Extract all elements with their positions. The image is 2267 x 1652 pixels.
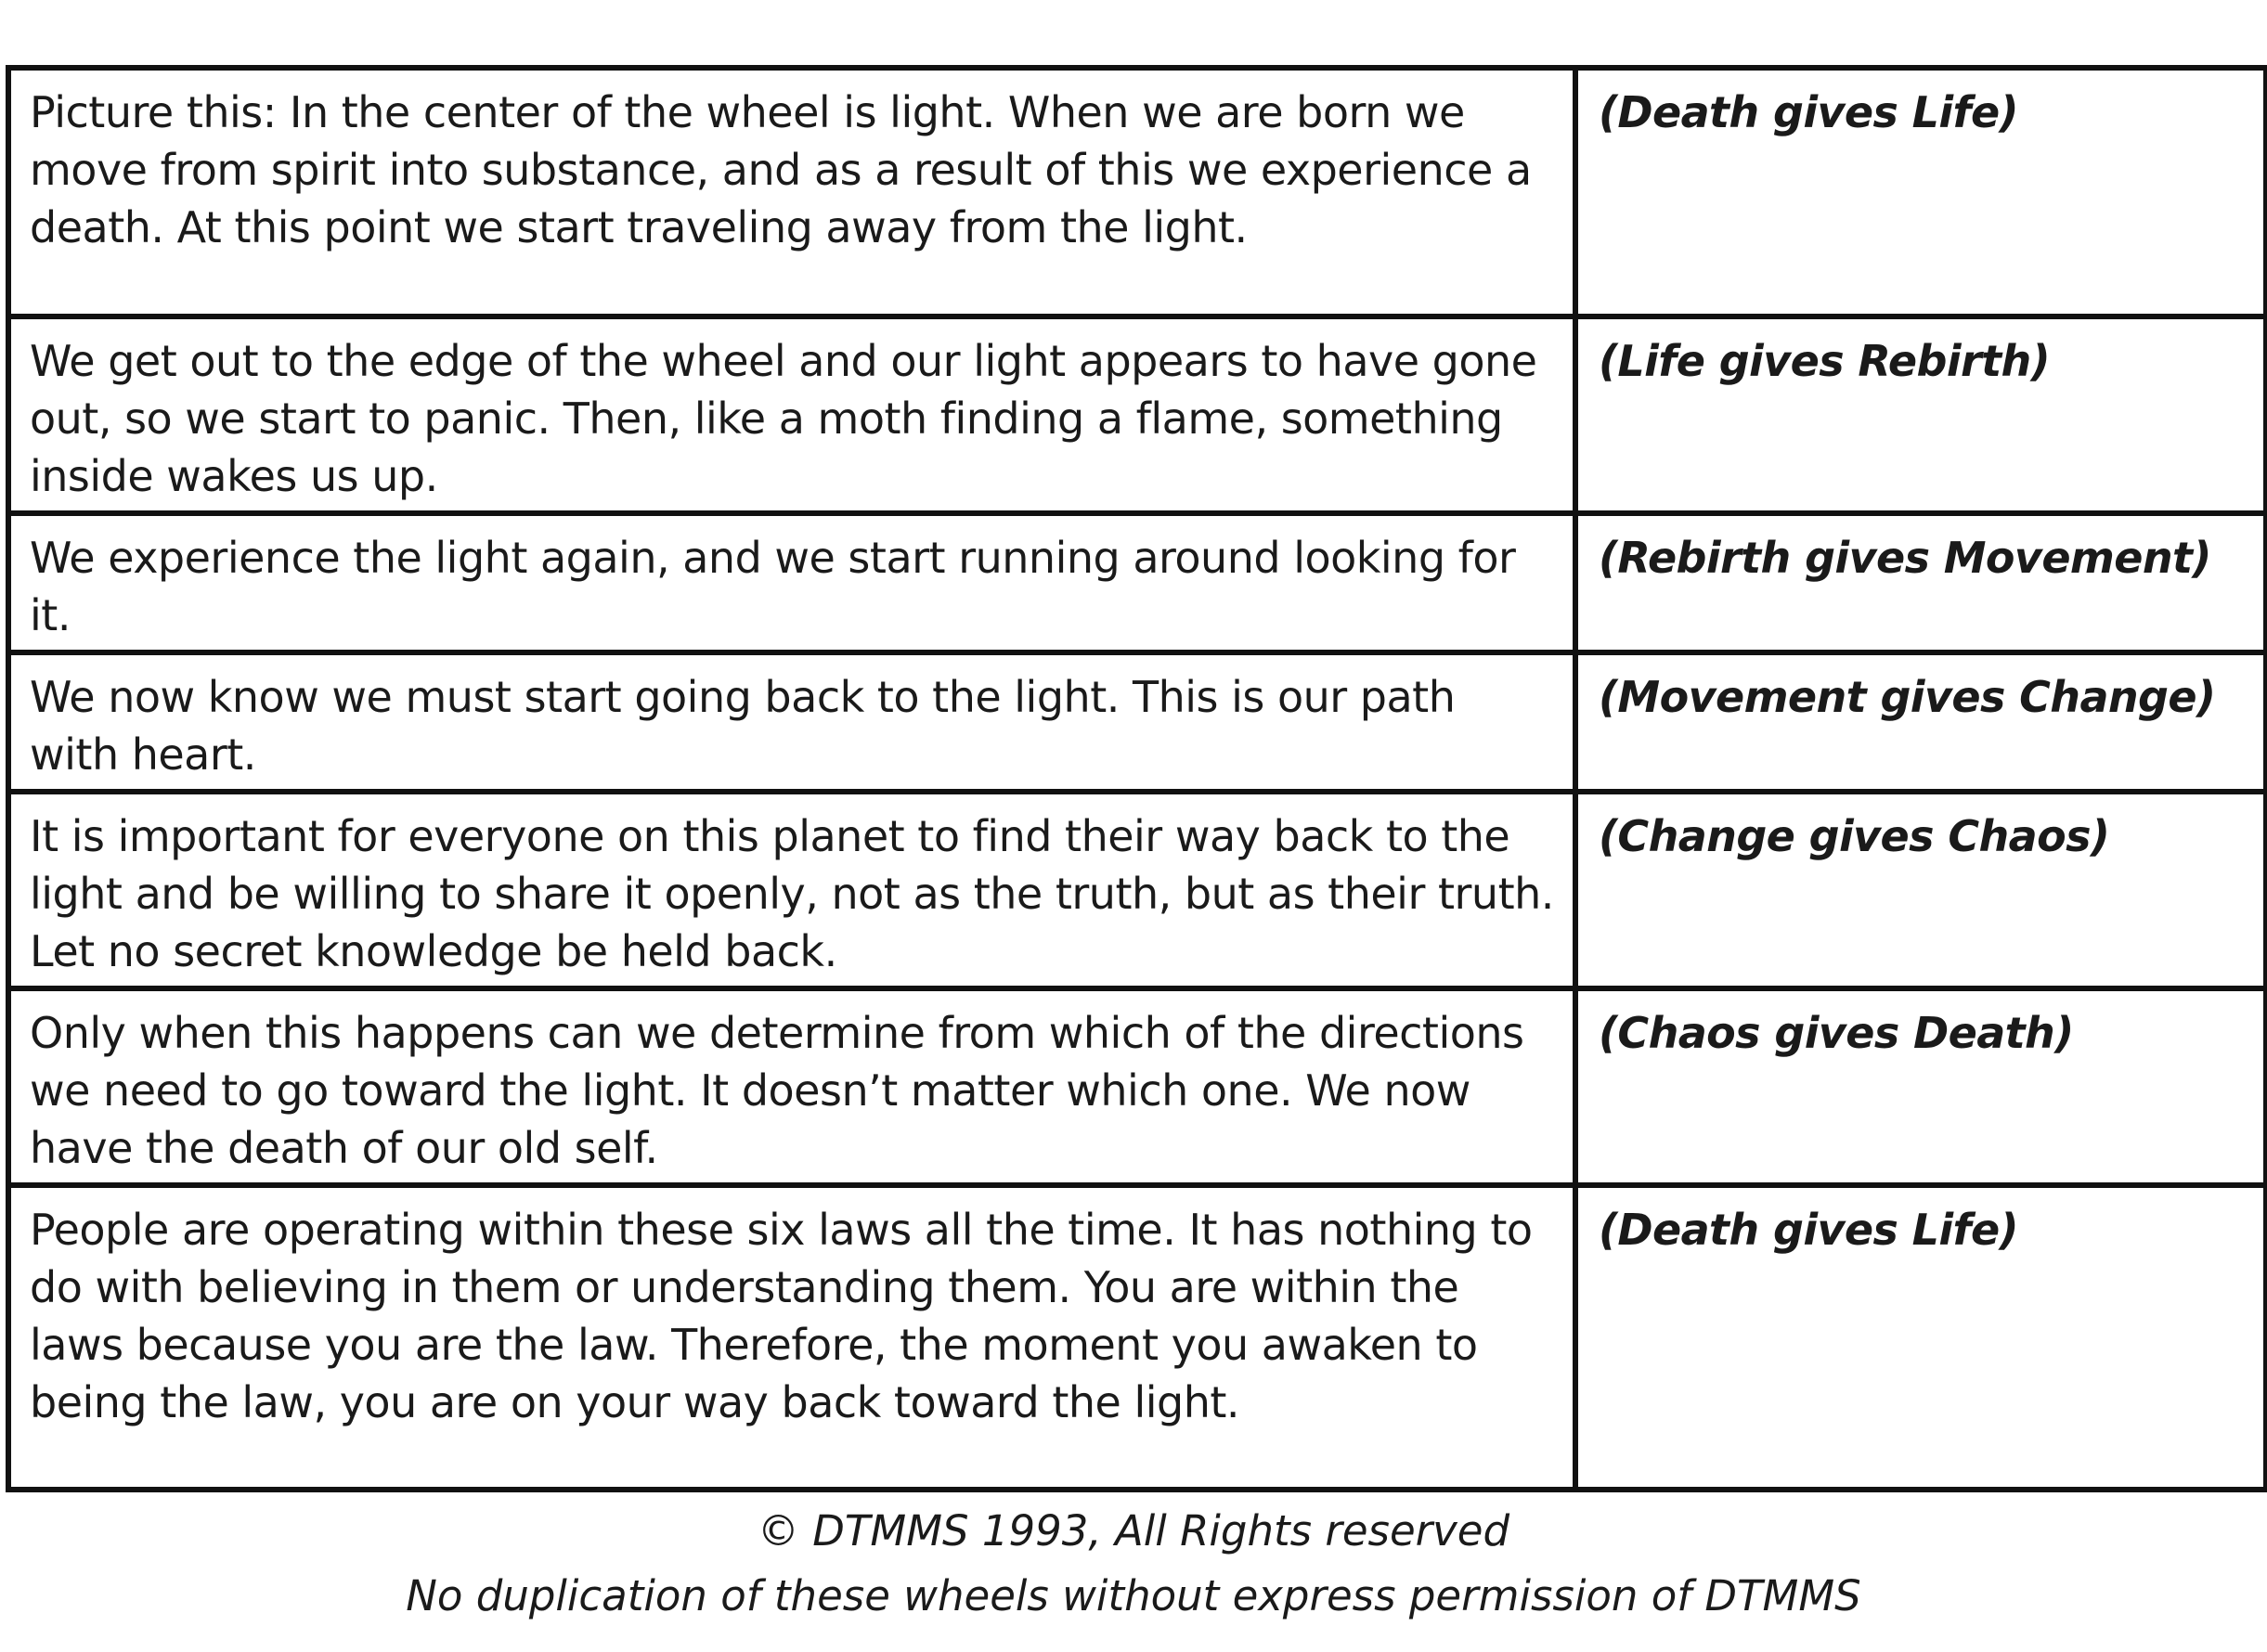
row-description: People are operating within these six laws all the time. It has nothing to do with believing in them or understanding them. You are within the laws because you are the law. Therefore, the moment you awaken to being the law, you are on your way back toward the light. (8, 1185, 1575, 1490)
table-row (8, 988, 2266, 1185)
row-law: (Change gives Chaos) (1575, 792, 2266, 988)
row-law: (Movement gives Change) (1575, 652, 2266, 792)
row-law: (Life gives Rebirth) (1575, 316, 2266, 513)
table-row (8, 652, 2266, 792)
copyright-notice: © DTMMS 1993, All Rights reserved (757, 1506, 1510, 1555)
row-description: We experience the light again, and we start running around looking for it. (8, 513, 1575, 652)
table-row (8, 792, 2266, 988)
row-law: (Death gives Life) (1575, 68, 2266, 316)
row-description: We get out to the edge of the wheel and our light appears to have gone out, so we start to panic. Then, like a moth finding a flame, something inside wakes us up. (8, 316, 1575, 513)
row-description: Picture this: In the center of the wheel is light. When we are born we move from spirit into substance, and as a result of this we experience a death. At this point we start traveling away from the light. (8, 68, 1575, 316)
row-law: (Death gives Life) (1575, 1185, 2266, 1490)
table-row (8, 1185, 2266, 1490)
table-row (8, 316, 2266, 513)
row-law: (Rebirth gives Movement) (1575, 513, 2266, 652)
duplication-notice: No duplication of these wheels without express permission of DTMMS (406, 1571, 1861, 1620)
table-row (8, 513, 2266, 652)
row-description: Only when this happens can we determine from which of the directions we need to go toward the light. It doesn’t matter which one. We now have the death of our old self. (8, 988, 1575, 1185)
wheel-laws-table (6, 65, 2267, 1492)
row-description: We now know we must start going back to the light. This is our path with heart. (8, 652, 1575, 792)
row-law: (Chaos gives Death) (1575, 988, 2266, 1185)
table-row (8, 68, 2266, 316)
row-description: It is important for everyone on this planet to find their way back to the light and be willing to share it openly, not as the truth, but as their truth. Let no secret knowledge be held back. (8, 792, 1575, 988)
